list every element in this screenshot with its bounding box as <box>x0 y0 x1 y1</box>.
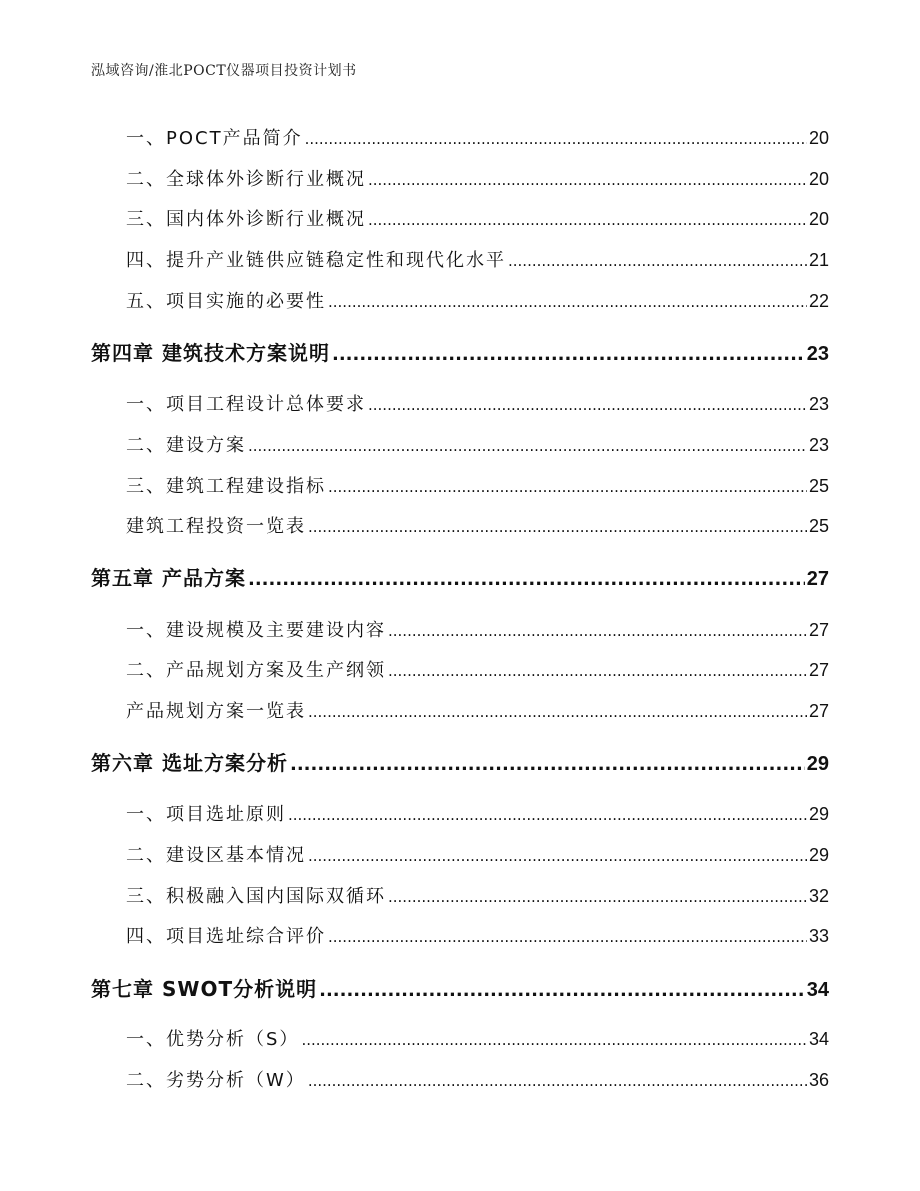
toc-entry-number: 一、 <box>126 804 166 825</box>
toc-chapter-number: 第七章 <box>91 977 154 1001</box>
toc-entry-title: 项目工程设计总体要求 <box>166 394 366 415</box>
toc-entry[interactable] <box>91 205 829 231</box>
toc-entry-number: 三、 <box>126 476 166 497</box>
toc-entry-title: 项目选址原则 <box>166 804 286 825</box>
toc-entry-title: 优势分析（S） <box>166 1029 300 1050</box>
toc-entry-page: 29 <box>808 804 829 824</box>
toc-entry[interactable] <box>91 922 829 948</box>
toc-entry-page: 29 <box>808 845 829 865</box>
toc-chapter-page: 23 <box>806 343 829 365</box>
toc-leader-dots <box>290 754 805 775</box>
toc-entry-page: 22 <box>808 291 829 311</box>
toc-leader-dots <box>308 703 807 721</box>
toc-chapter-title: 产品方案 <box>162 566 246 590</box>
toc-entry[interactable] <box>91 287 829 313</box>
toc-leader-dots <box>368 396 807 414</box>
toc-entry-page: 21 <box>808 250 829 270</box>
toc-entry[interactable] <box>91 472 829 498</box>
toc-entry[interactable] <box>91 800 829 826</box>
toc-chapter-page: 29 <box>806 753 829 775</box>
toc-leader-dots <box>305 130 807 148</box>
toc-chapter-entry[interactable] <box>91 747 829 776</box>
toc-entry-number: 四、 <box>126 926 166 947</box>
toc-leader-dots <box>368 211 807 229</box>
toc-entry-title: 产品规划方案及生产纲领 <box>166 660 386 681</box>
toc-leader-dots <box>308 518 807 536</box>
toc-entry[interactable] <box>91 246 829 272</box>
toc-leader-dots <box>301 1031 807 1049</box>
toc-entry-number: 一、 <box>126 1029 166 1050</box>
toc-entry-page: 20 <box>808 209 829 229</box>
toc-chapter-entry[interactable] <box>91 562 829 591</box>
toc-chapter-page: 34 <box>806 979 829 1001</box>
toc-entry-title: 国内体外诊断行业概况 <box>166 209 366 230</box>
toc-chapter-title: 选址方案分析 <box>162 751 288 775</box>
toc-entry-title: POCT产品简介 <box>166 128 303 149</box>
toc-entry-number: 一、 <box>126 620 166 641</box>
toc-entry-page: 27 <box>808 660 829 680</box>
toc-entry[interactable] <box>91 1025 829 1051</box>
toc-chapter-number: 第六章 <box>91 751 154 775</box>
toc-entry[interactable] <box>91 841 829 867</box>
toc-entry-page: 25 <box>808 516 829 536</box>
toc-chapter-entry[interactable] <box>91 973 829 1002</box>
toc-entry[interactable] <box>91 616 829 642</box>
toc-entry-number: 二、 <box>126 1070 166 1091</box>
toc-entry-page: 34 <box>808 1029 829 1049</box>
toc-entry[interactable] <box>91 165 829 191</box>
toc-leader-dots <box>332 344 805 365</box>
toc-entry-title: 全球体外诊断行业概况 <box>166 169 366 190</box>
toc-leader-dots <box>388 622 807 640</box>
toc-entry-title: 产品规划方案一览表 <box>126 701 306 722</box>
toc-entry-page: 27 <box>808 701 829 721</box>
toc-entry-page: 20 <box>808 128 829 148</box>
toc-entry-number: 二、 <box>126 660 166 681</box>
toc-entry-number: 二、 <box>126 845 166 866</box>
toc-chapter-title: SWOT分析说明 <box>162 977 318 1001</box>
toc-chapter-number: 第四章 <box>91 341 154 365</box>
toc-entry[interactable] <box>91 656 829 682</box>
toc-entry-number: 三、 <box>126 886 166 907</box>
toc-entry-page: 23 <box>808 435 829 455</box>
toc-leader-dots <box>319 980 805 1001</box>
toc-leader-dots <box>328 293 807 311</box>
toc-entry-title: 建筑工程建设指标 <box>166 476 326 497</box>
toc-entry-page: 20 <box>808 169 829 189</box>
toc-entry-title: 建设规模及主要建设内容 <box>166 620 386 641</box>
toc-entry-title: 建设区基本情况 <box>166 845 306 866</box>
toc-chapter-page: 27 <box>806 568 829 590</box>
toc-entry[interactable] <box>91 390 829 416</box>
header-divider <box>91 88 829 89</box>
toc-leader-dots <box>328 928 807 946</box>
toc-entry-page: 25 <box>808 476 829 496</box>
toc-entry-title: 劣势分析（W） <box>166 1070 306 1091</box>
toc-leader-dots <box>288 806 807 824</box>
toc-entry-page: 33 <box>808 926 829 946</box>
toc-entry[interactable] <box>91 697 829 723</box>
toc-leader-dots <box>388 888 807 906</box>
toc-chapter-entry[interactable] <box>91 337 829 366</box>
toc-leader-dots <box>248 437 807 455</box>
toc-leader-dots <box>248 569 805 590</box>
toc-entry[interactable] <box>91 512 829 538</box>
toc-leader-dots <box>308 1072 807 1090</box>
toc-entry[interactable] <box>91 124 829 150</box>
toc-leader-dots <box>328 478 807 496</box>
toc-entry-number: 一、 <box>126 394 166 415</box>
running-header: 泓域咨询/淮北POCT仪器项目投资计划书 <box>91 63 357 79</box>
toc-entry-title: 建筑工程投资一览表 <box>126 516 306 537</box>
toc-entry-page: 36 <box>808 1070 829 1090</box>
toc-entry[interactable] <box>91 431 829 457</box>
toc-entry-number: 二、 <box>126 435 166 456</box>
toc-entry-page: 23 <box>808 394 829 414</box>
toc-entry-page: 32 <box>808 886 829 906</box>
toc-entry-number: 四、 <box>126 250 166 271</box>
toc-leader-dots <box>508 252 807 270</box>
toc-chapter-title: 建筑技术方案说明 <box>162 341 330 365</box>
toc-entry-page: 27 <box>808 620 829 640</box>
toc-leader-dots <box>388 662 807 680</box>
toc-entry-title: 积极融入国内国际双循环 <box>166 886 386 907</box>
toc-entry-title: 项目实施的必要性 <box>166 291 326 312</box>
toc-chapter-number: 第五章 <box>91 566 154 590</box>
toc-entry-title: 提升产业链供应链稳定性和现代化水平 <box>166 250 506 271</box>
toc-entry-number: 三、 <box>126 209 166 230</box>
toc-entry-number: 五、 <box>126 291 166 312</box>
toc-entry-title: 建设方案 <box>166 435 246 456</box>
toc-leader-dots <box>308 847 807 865</box>
toc-entry-number: 二、 <box>126 169 166 190</box>
toc-entry-number: 一、 <box>126 128 166 149</box>
toc-entry[interactable] <box>91 1066 829 1092</box>
toc-leader-dots <box>368 171 807 189</box>
toc-entry-title: 项目选址综合评价 <box>166 926 326 947</box>
toc-entry[interactable] <box>91 882 829 908</box>
